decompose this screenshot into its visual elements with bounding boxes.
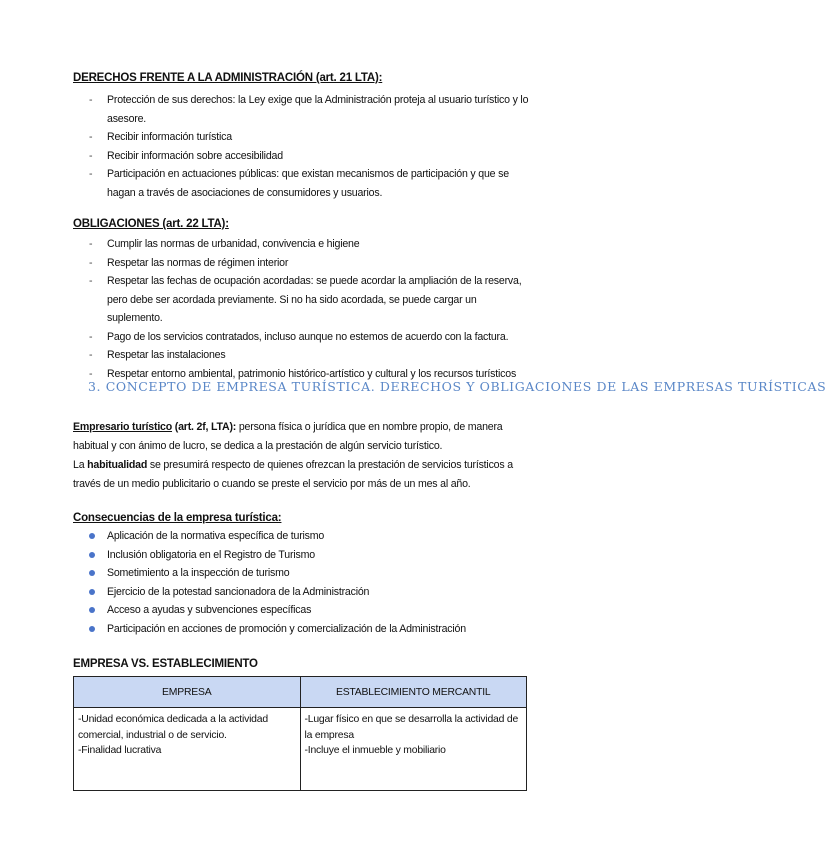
dash-icon: -: [89, 168, 93, 180]
bullet-icon: [89, 552, 95, 558]
dash-icon: -: [89, 349, 93, 361]
list-item: - Respetar las normas de régimen interior: [73, 254, 533, 273]
comparison-title: EMPRESA VS. ESTABLECIMIENTO: [73, 658, 258, 670]
derechos-list: [73, 91, 533, 202]
bullet-icon: [89, 607, 95, 613]
dash-icon: -: [89, 330, 93, 343]
bullet-icon: [89, 626, 95, 632]
habitualidad-term: habitualidad: [87, 459, 148, 471]
empresario-term: Empresario turístico: [73, 421, 173, 433]
list-item: Ejercicio de la potestad sancionadora de la Administración: [73, 583, 533, 602]
list-item: - Protección de sus derechos: la Ley exige que la Administración proteja al usuario turístico y lo asesore.: [73, 91, 533, 128]
consecuencias-title: Consecuencias de la empresa turística:: [73, 512, 282, 524]
empresa-cell: -Unidad económica dedicada a la actividad comercial, industrial o de servicio. -Finalidad lucrativa: [74, 708, 301, 791]
comparison-table: [73, 676, 527, 791]
establecimiento-cell: -Lugar físico en que se desarrolla la actividad de la empresa -Incluye el inmueble y mobiliario: [300, 708, 527, 791]
section-heading: 3. CONCEPTO DE EMPRESA TURÍSTICA. DERECHOS Y OBLIGACIONES DE LAS EMPRESAS TURÍSTICAS: [88, 379, 826, 394]
table-header-establecimiento: ESTABLECIMIENTO MERCANTIL: [300, 677, 527, 708]
dash-icon: -: [89, 94, 93, 106]
obligaciones-title: OBLIGACIONES (art. 22 LTA):: [73, 218, 229, 230]
list-item: - Respetar entorno ambiental, patrimonio histórico-artístico y cultural y los recursos turísticos: [73, 365, 533, 384]
list-item: - Respetar las instalaciones: [73, 346, 533, 365]
list-item: Acceso a ayudas y subvenciones específicas: [73, 601, 533, 620]
empresario-ref: (art. 2f, LTA):: [172, 421, 237, 433]
bullet-icon: [89, 570, 95, 576]
dash-icon: -: [89, 149, 93, 162]
list-item: - Participación en actuaciones públicas: que existan mecanismos de participación y que se hagan a través de asociaciones de consumidores y usuarios.: [73, 165, 533, 202]
dash-icon: -: [89, 367, 93, 380]
list-item: Participación en acciones de promoción y comercialización de la Administración: [73, 620, 533, 639]
empresario-def: persona física o jurídica que en nombre propio, de manera habitual y con ánimo de lucro, se dedica a la prestación de algún servicio turístico.: [73, 421, 503, 452]
list-item: Sometimiento a la inspección de turismo: [73, 564, 533, 583]
table-header-empresa: EMPRESA: [74, 677, 301, 708]
dash-icon: -: [89, 238, 93, 250]
bullet-icon: [89, 533, 95, 539]
bullet-icon: [89, 589, 95, 595]
empresario-paragraph: [73, 418, 529, 455]
dash-icon: -: [89, 256, 93, 269]
obligaciones-list: [73, 235, 533, 383]
dash-icon: -: [89, 131, 93, 143]
list-item: - Respetar las fechas de ocupación acordadas: se puede acordar la ampliación de la reserva, pero debe ser acordada previamente. Si no ha sido acordada, se puede cargar un suplemento.: [73, 272, 533, 328]
table-row: [74, 708, 527, 791]
consecuencias-list: [73, 527, 533, 638]
list-item: Aplicación de la normativa específica de turismo: [73, 527, 533, 546]
list-item: - Cumplir las normas de urbanidad, convivencia e higiene: [73, 235, 533, 254]
dash-icon: -: [89, 275, 93, 287]
derechos-title: DERECHOS FRENTE A LA ADMINISTRACIÓN (art. 21 LTA):: [73, 72, 383, 84]
habitualidad-paragraph: La habitualidad se presumirá respecto de quienes ofrezcan la prestación de servicios turísticos a través de un medio publicitario o cuando se preste el servicio por más de un mes al año.: [73, 459, 513, 490]
list-item: - Recibir información sobre accesibilidad: [73, 147, 533, 166]
list-item: - Pago de los servicios contratados, incluso aunque no estemos de acuerdo con la factura.: [73, 328, 533, 347]
list-item: Inclusión obligatoria en el Registro de Turismo: [73, 546, 533, 565]
list-item: - Recibir información turística: [73, 128, 533, 147]
